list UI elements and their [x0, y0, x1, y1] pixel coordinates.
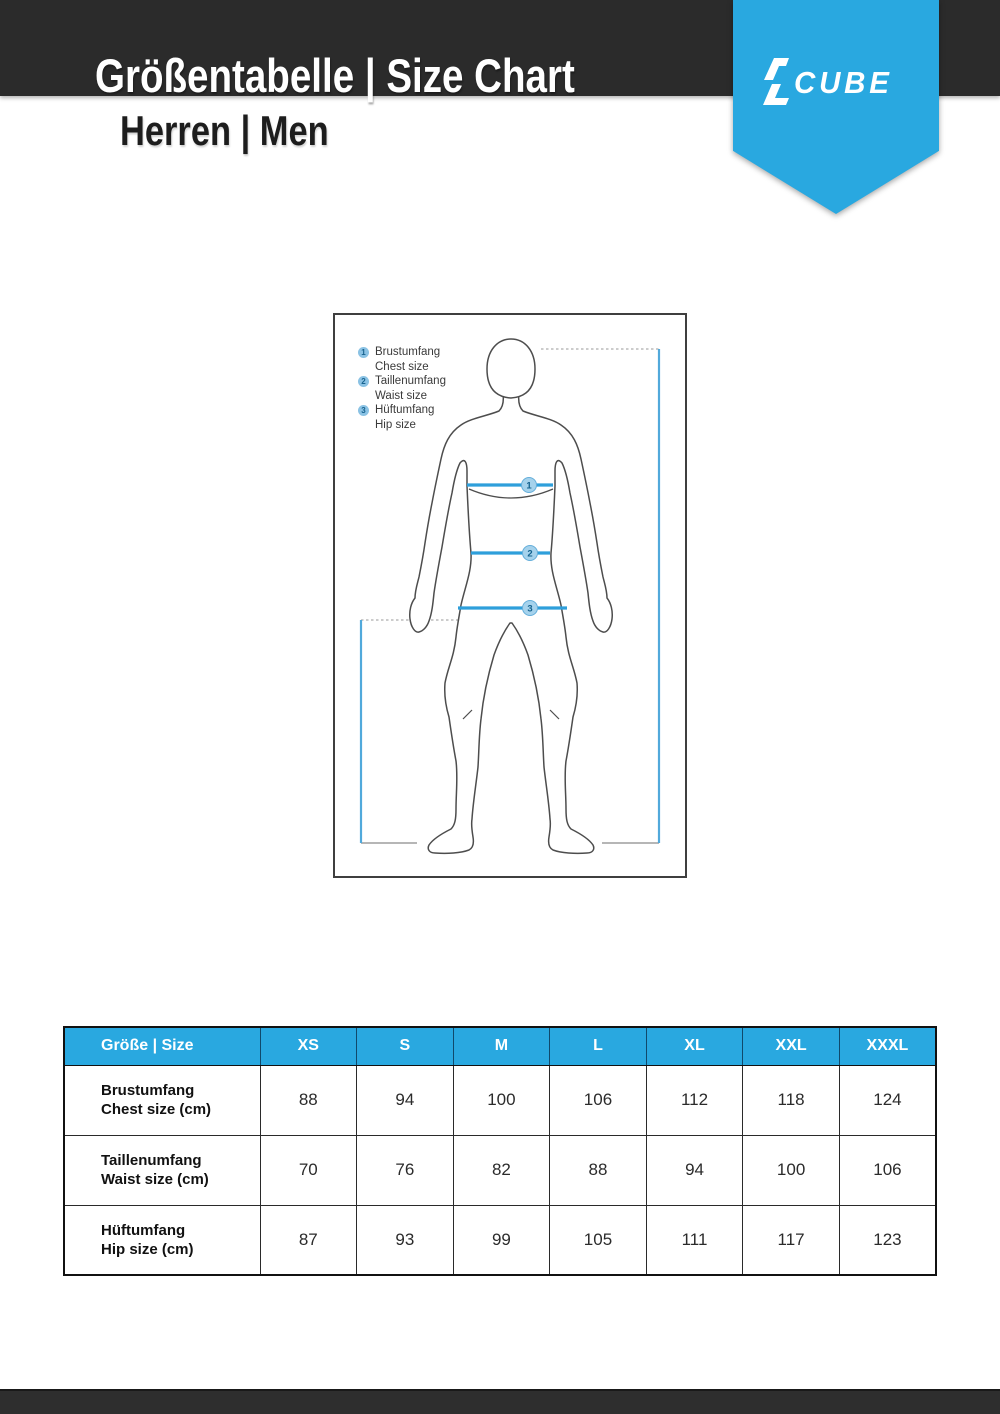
value-cell: 100 [743, 1135, 840, 1205]
legend-label-de: Taillenumfang [375, 375, 446, 387]
svg-text:1: 1 [526, 480, 532, 492]
value-cell: 82 [453, 1135, 550, 1205]
row-label [64, 1205, 260, 1275]
header-cell-xxl: XXL [743, 1027, 840, 1065]
value-cell: 94 [357, 1065, 454, 1135]
table-row-hip [64, 1205, 936, 1275]
waist-line-badge [523, 546, 538, 561]
cube-logo [763, 58, 898, 106]
value-cell: 106 [839, 1135, 936, 1205]
value-cell: 124 [839, 1065, 936, 1135]
value-cell: 88 [260, 1065, 357, 1135]
legend-item [358, 345, 446, 374]
value-cell: 88 [550, 1135, 647, 1205]
size-table [63, 1026, 937, 1276]
header-cell-size: Größe | Size [64, 1027, 260, 1065]
header-cell-xl: XL [646, 1027, 743, 1065]
value-cell: 93 [357, 1205, 454, 1275]
legend-number-badge: 1 [358, 347, 369, 358]
head-outline [487, 339, 535, 398]
row-label-en: Hip size (cm) [101, 1240, 194, 1258]
legend-label-en: Hip size [375, 418, 416, 431]
value-cell: 118 [743, 1065, 840, 1135]
legend-number-badge: 3 [358, 405, 369, 416]
value-cell: 105 [550, 1205, 647, 1275]
chest-line-badge [522, 478, 537, 493]
legend-number-badge: 2 [358, 376, 369, 387]
brand-ribbon [733, 0, 939, 214]
header-cell-xs: XS [260, 1027, 357, 1065]
row-label-de: Hüftumfang [101, 1221, 186, 1239]
row-label-en: Waist size (cm) [101, 1171, 209, 1188]
legend-item [358, 374, 446, 403]
brand-ribbon-shape [733, 0, 939, 214]
bottom-black-bar [0, 1389, 1000, 1414]
table-header-row [64, 1027, 936, 1065]
svg-text:2: 2 [527, 548, 533, 560]
row-label [64, 1065, 260, 1135]
value-cell: 94 [646, 1135, 743, 1205]
header-cell-s: S [357, 1027, 454, 1065]
row-label-de: Brustumfang [101, 1082, 195, 1099]
svg-text:3: 3 [527, 603, 533, 615]
row-label-en: Chest size (cm) [101, 1101, 212, 1118]
value-cell: 76 [357, 1135, 454, 1205]
header-cell-xxxl: XXXL [839, 1027, 936, 1065]
table-row-chest [64, 1065, 936, 1135]
value-cell: 111 [646, 1205, 743, 1275]
legend-label-de: Brustumfang [375, 346, 441, 358]
cube-logo-icon [763, 58, 790, 106]
body-outline [410, 393, 613, 853]
cube-logo-text: CUBE [794, 64, 893, 100]
legend-label-en: Chest size [375, 360, 429, 373]
row-label [64, 1135, 260, 1205]
value-cell: 99 [453, 1205, 550, 1275]
hip-line-badge [523, 601, 538, 616]
size-diagram [333, 313, 687, 878]
value-cell: 70 [260, 1135, 357, 1205]
value-cell: 123 [839, 1205, 936, 1275]
value-cell: 100 [453, 1065, 550, 1135]
value-cell: 117 [743, 1205, 840, 1275]
diagram-legend [358, 345, 446, 432]
page-subtitle: Herren | Men [120, 107, 329, 154]
legend-label-en: Waist size [375, 389, 427, 402]
header-cell-l: L [550, 1027, 647, 1065]
legend-label-de: Hüftumfang [375, 404, 435, 416]
page-title: Größentabelle | Size Chart [95, 49, 575, 102]
legend-item [358, 403, 446, 432]
table-row-waist [64, 1135, 936, 1205]
value-cell: 112 [646, 1065, 743, 1135]
row-label-de: Taillenumfang [101, 1152, 202, 1169]
header-cell-m: M [453, 1027, 550, 1065]
value-cell: 106 [550, 1065, 647, 1135]
value-cell: 87 [260, 1205, 357, 1275]
